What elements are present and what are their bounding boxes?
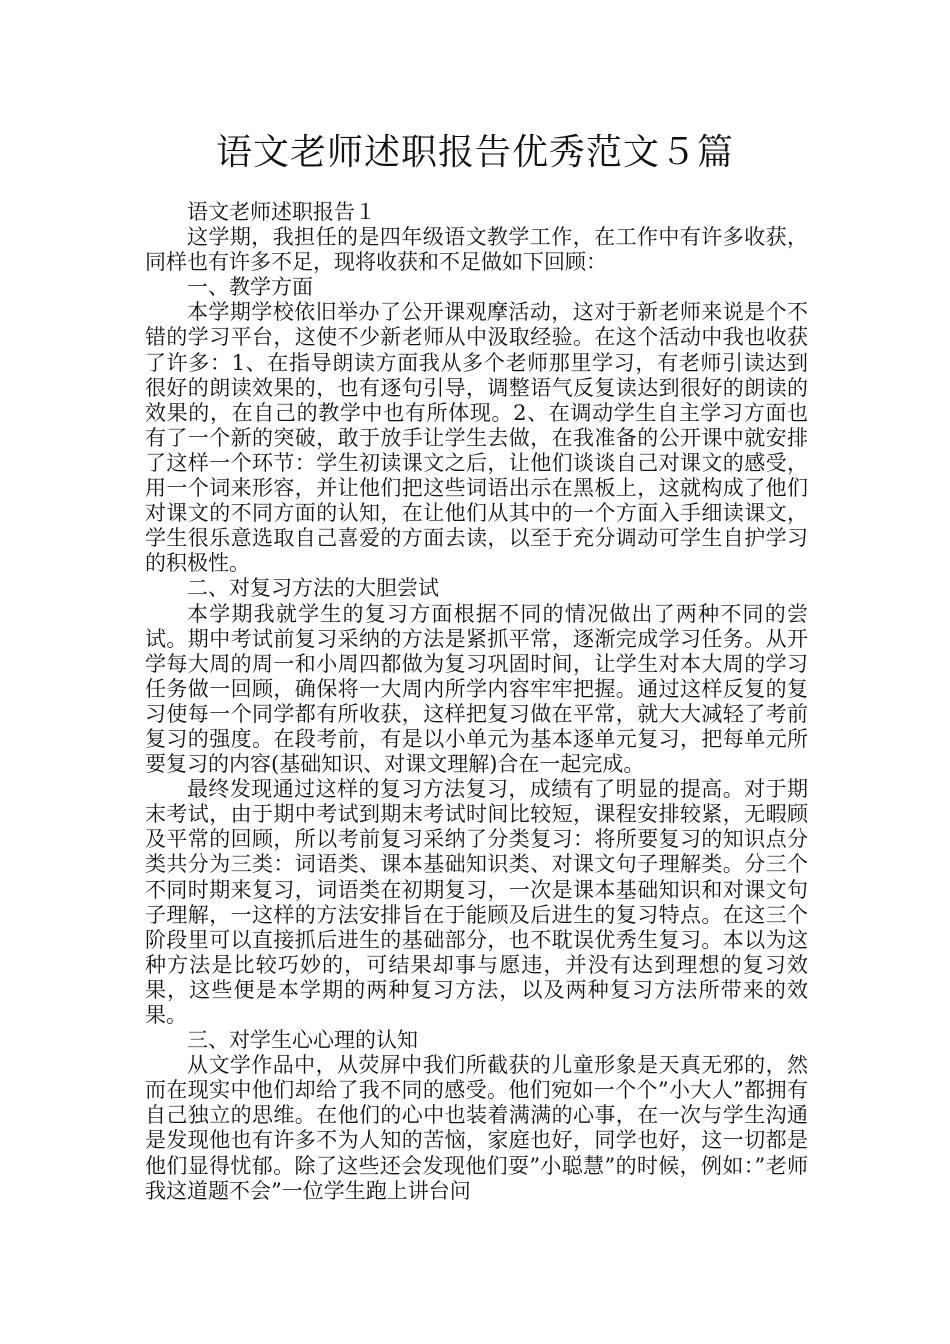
paragraph: 最终发现通过这样的复习方法复习，成绩有了明显的提高。对于期末考试，由于期中考试到期末考试时间比较短，课程安排较紧，无暇顾及平常的回顾，所以考前复习采纳了分类复习：将所要复习的知识点分类共分为三类：词语类、课本基础知识类、对课文句子理解类。分三个不同时期来复习，词语类在初期复习，一次是课本基础知识和对课文句子理解，一这样的方法安排旨在于能顾及后进生的复习特点。在这三个阶段里可以直接抓后进生的基础部分，也不耽误优秀生复习。本以为这种方法是比较巧妙的，可结果却事与愿违，并没有达到理想的复习效果，这些便是本学期的两种复习方法，以及两种复习方法所带来的效果。 bbox=[145, 777, 808, 1027]
section-heading: 一、教学方面 bbox=[187, 275, 313, 300]
document-body bbox=[145, 200, 808, 1204]
section-heading: 二、对复习方法的大胆尝试 bbox=[187, 576, 439, 601]
paragraph: 从文学作品中，从荧屏中我们所截获的儿童形象是天真无邪的，然而在现实中他们却给了我不同的感受。他们宛如一个个”小大人”都拥有自己独立的思维。在他们的心中也装着满满的心事，在一次与学生沟通是发现他也有许多不为人知的苦恼，家庭也好，同学也好，这一切都是他们显得忧郁。除了这些还会发现他们耍”小聪慧”的时候，例如：”老师我这道题不会”一位学生跑上讲台问 bbox=[145, 1053, 808, 1203]
paragraph: 本学期学校依旧举办了公开课观摩活动，这对于新老师来说是个不错的学习平台，这使不少新老师从中汲取经验。在这个活动中我也收获了许多：1、在指导朗读方面我从多个老师那里学习，有老师引读达到很好的朗读效果的，也有逐句引导，调整语气反复读达到很好的朗读的效果的，在自己的教学中也有所体现。2、在调动学生自主学习方面也有了一个新的突破，敢于放手让学生去做，在我准备的公开课中就安排了这样一个环节：学生初读课文之后，让他们谈谈自己对课文的感受，用一个词来形容，并让他们把这些词语出示在黑板上，这就构成了他们对课文的不同方面的认知，在让他们从其中的一个方面入手细读课文，学生很乐意选取自己喜爱的方面去读，以至于充分调动可学生自护学习的积极性。 bbox=[145, 300, 808, 576]
paragraph: 这学期，我担任的是四年级语文教学工作，在工作中有许多收获，同样也有许多不足，现将收获和不足做如下回顾： bbox=[145, 225, 808, 275]
paragraph: 本学期我就学生的复习方面根据不同的情况做出了两种不同的尝试。期中考试前复习采纳的方法是紧抓平常，逐渐完成学习任务。从开学每大周的周一和小周四都做为复习巩固时间，让学生对本大周的学习任务做一回顾，确保将一大周内所学内容牢牢把握。通过这样反复的复习使每一个同学都有所收获，这样把复习做在平常，就大大减轻了考前复习的强度。在段考前，有是以小单元为基本逐单元复习，把每单元所要复习的内容(基础知识、对课文理解)合在一起完成。 bbox=[145, 601, 808, 777]
document-title: 语文老师述职报告优秀范文５篇 bbox=[215, 132, 734, 173]
section-heading: 三、对学生心心理的认知 bbox=[187, 1028, 418, 1053]
report-subheading: 语文老师述职报告１ bbox=[187, 200, 376, 224]
